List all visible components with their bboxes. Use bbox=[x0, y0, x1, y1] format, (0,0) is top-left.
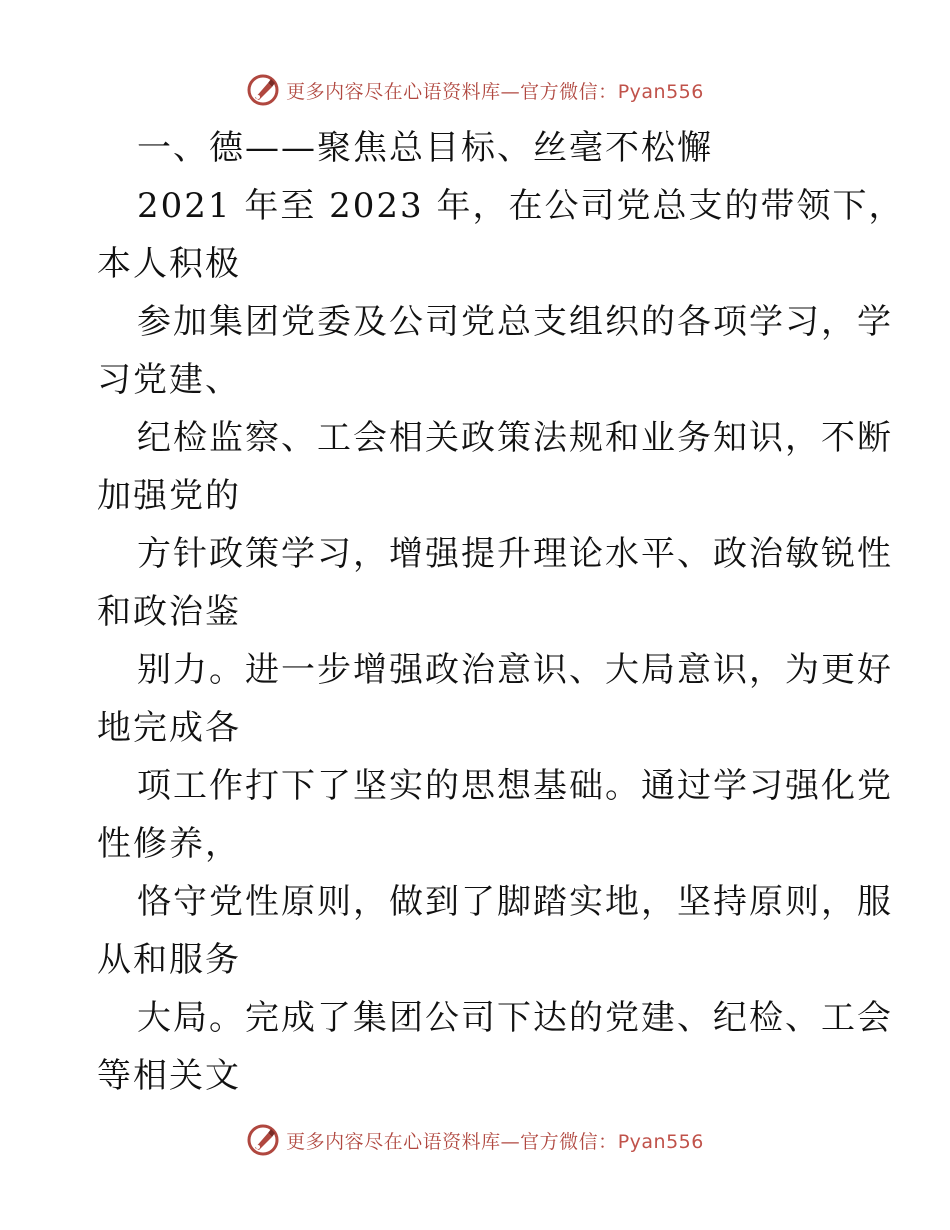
pen-nib-logo-icon bbox=[246, 73, 280, 107]
text-line: 恪守党性原则，做到了脚踏实地，坚持原则，服 bbox=[137, 882, 893, 922]
section-heading: 一、德——聚焦总目标、丝毫不松懈 bbox=[137, 128, 713, 168]
watermark-wechat-label: 官方微信： bbox=[520, 1130, 618, 1153]
watermark-wechat-id: Pyan556 bbox=[617, 1130, 704, 1153]
text-line: 项工作打下了坚实的思想基础。通过学习强化党 bbox=[137, 766, 893, 806]
text-line: 别力。进一步增强政治意识、大局意识，为更好 bbox=[137, 650, 893, 690]
watermark-text bbox=[286, 1127, 704, 1154]
text-line: 方针政策学习，增强提升理论水平、政治敏锐性 bbox=[137, 534, 893, 574]
footer-watermark bbox=[0, 1120, 950, 1160]
watermark-wechat-label: 官方微信： bbox=[520, 80, 618, 103]
watermark-wechat-id: Pyan556 bbox=[617, 80, 704, 103]
text-line: 本人积极 bbox=[97, 244, 241, 284]
text-line: 和政治鉴 bbox=[97, 592, 241, 632]
header-watermark bbox=[0, 70, 950, 110]
text-line: 习党建、 bbox=[97, 360, 241, 400]
pen-nib-logo-icon bbox=[246, 1123, 280, 1157]
text-line: 纪检监察、工会相关政策法规和业务知识，不断 bbox=[137, 418, 893, 458]
watermark-text bbox=[286, 77, 704, 104]
watermark-site-text: 更多内容尽在心语资料库 bbox=[286, 1130, 501, 1153]
text-line: 从和服务 bbox=[97, 940, 241, 980]
text-line: 大局。完成了集团公司下达的党建、纪检、工会 bbox=[137, 998, 893, 1038]
watermark-site-text: 更多内容尽在心语资料库 bbox=[286, 80, 501, 103]
text-line: 2021 年至 2023 年，在公司党总支的带领下， bbox=[137, 186, 905, 226]
text-line: 加强党的 bbox=[97, 476, 241, 516]
text-line: 性修养， bbox=[97, 824, 241, 864]
text-line: 地完成各 bbox=[97, 708, 241, 748]
watermark-dash: — bbox=[500, 1130, 521, 1153]
watermark-dash: — bbox=[500, 80, 521, 103]
text-line: 参加集团党委及公司党总支组织的各项学习，学 bbox=[137, 302, 893, 342]
text-line: 等相关文 bbox=[97, 1056, 241, 1096]
